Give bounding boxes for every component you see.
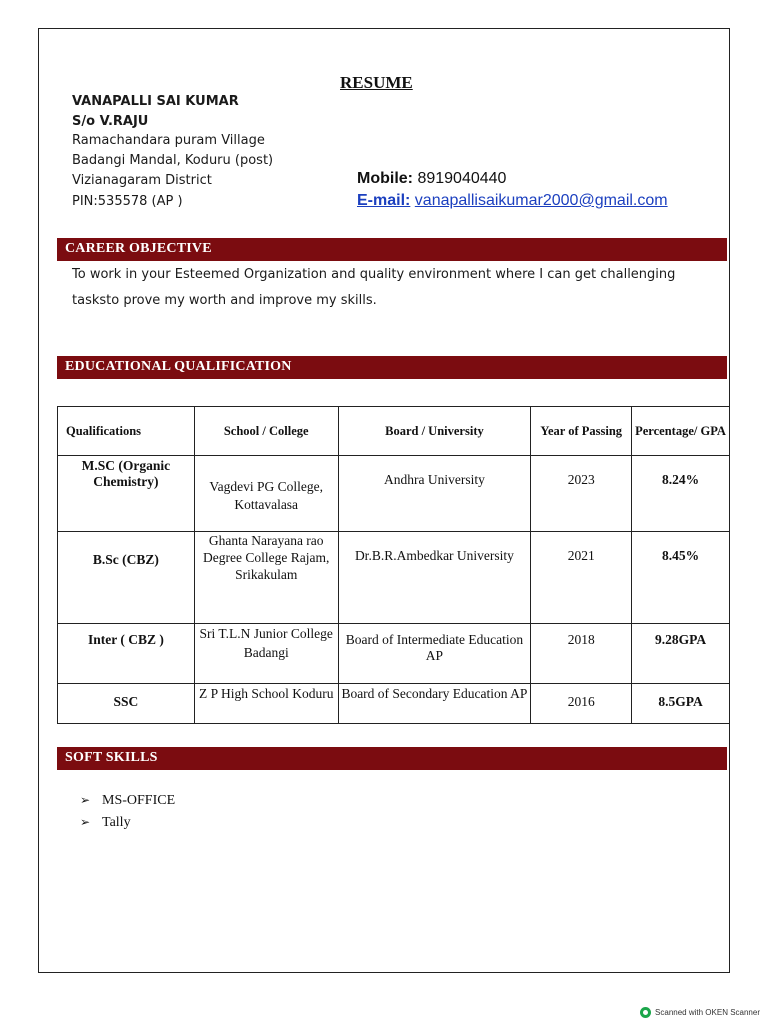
- cell-percentage: 8.24%: [632, 456, 730, 532]
- cell-board: Andhra University: [338, 456, 531, 532]
- cell-qualification: Inter ( CBZ ): [58, 624, 195, 684]
- cell-year: 2018: [531, 624, 632, 684]
- email-label: E-mail:: [357, 192, 411, 209]
- education-table: [57, 406, 730, 724]
- father-name: S/o V.RAJU: [72, 114, 149, 129]
- objective-line: To work in your Esteemed Organization and quality environment where I can get challenging: [72, 267, 676, 282]
- cell-board: Board of Secondary Education AP: [338, 684, 531, 724]
- list-item: [80, 790, 175, 812]
- scanner-text: Scanned with OKEN Scanner: [655, 1008, 760, 1017]
- cell-year: 2021: [531, 532, 632, 624]
- cell-percentage: 9.28GPA: [632, 624, 730, 684]
- section-soft-skills: SOFT SKILLS: [57, 747, 727, 770]
- cell-board: Board of Intermediate Education AP: [338, 624, 531, 684]
- cell-qualification: M.SC (Organic Chemistry): [58, 456, 195, 532]
- header-school: School / College: [194, 407, 338, 456]
- cell-qualification: B.Sc (CBZ): [58, 532, 195, 624]
- header-year: Year of Passing: [531, 407, 632, 456]
- header-qualifications: Qualifications: [58, 407, 195, 456]
- skills-list: [80, 790, 175, 834]
- skill-label: MS-OFFICE: [102, 793, 176, 808]
- table-row: [58, 456, 730, 532]
- email-link[interactable]: vanapallisaikumar2000@gmail.com: [414, 192, 668, 209]
- address-line: Ramachandara puram Village: [72, 133, 265, 148]
- cell-year: 2016: [531, 684, 632, 724]
- address-line: Badangi Mandal, Koduru (post): [72, 153, 274, 168]
- cell-board: Dr.B.R.Ambedkar University: [338, 532, 531, 624]
- cell-school: Z P High School Koduru: [194, 684, 338, 724]
- arrow-bullet-icon: ➢: [80, 815, 91, 829]
- email-line: [357, 192, 668, 210]
- mobile-line: [357, 170, 506, 188]
- table-row: [58, 684, 730, 724]
- table-row: [58, 624, 730, 684]
- resume-title: RESUME: [340, 73, 413, 92]
- header-board: Board / University: [338, 407, 531, 456]
- list-item: [80, 812, 175, 834]
- mobile-number: 8919040440: [417, 170, 507, 187]
- address-line: Vizianagaram District: [72, 173, 212, 188]
- scanner-watermark: [640, 1007, 760, 1018]
- cell-school: Ghanta Narayana rao Degree College Rajam, Srikakulam: [194, 532, 338, 624]
- cell-qualification: SSC: [58, 684, 195, 724]
- arrow-bullet-icon: ➢: [80, 793, 91, 807]
- cell-percentage: 8.5GPA: [632, 684, 730, 724]
- section-education: EDUCATIONAL QUALIFICATION: [57, 356, 727, 379]
- scanner-logo-icon: [640, 1007, 651, 1018]
- table-header-row: [58, 407, 730, 456]
- cell-school: Sri T.L.N Junior College Badangi: [194, 624, 338, 684]
- table-row: [58, 532, 730, 624]
- mobile-label: Mobile:: [357, 170, 413, 187]
- objective-line: tasksto prove my worth and improve my skills.: [72, 293, 377, 308]
- header-percentage: Percentage/ GPA: [632, 407, 730, 456]
- address-line: PIN:535578 (AP ): [72, 194, 183, 209]
- skill-label: Tally: [102, 815, 131, 830]
- candidate-name: VANAPALLI SAI KUMAR: [72, 94, 239, 109]
- cell-percentage: 8.45%: [632, 532, 730, 624]
- cell-year: 2023: [531, 456, 632, 532]
- cell-school: Vagdevi PG College, Kottavalasa: [194, 456, 338, 532]
- section-career-objective: CAREER OBJECTIVE: [57, 238, 727, 261]
